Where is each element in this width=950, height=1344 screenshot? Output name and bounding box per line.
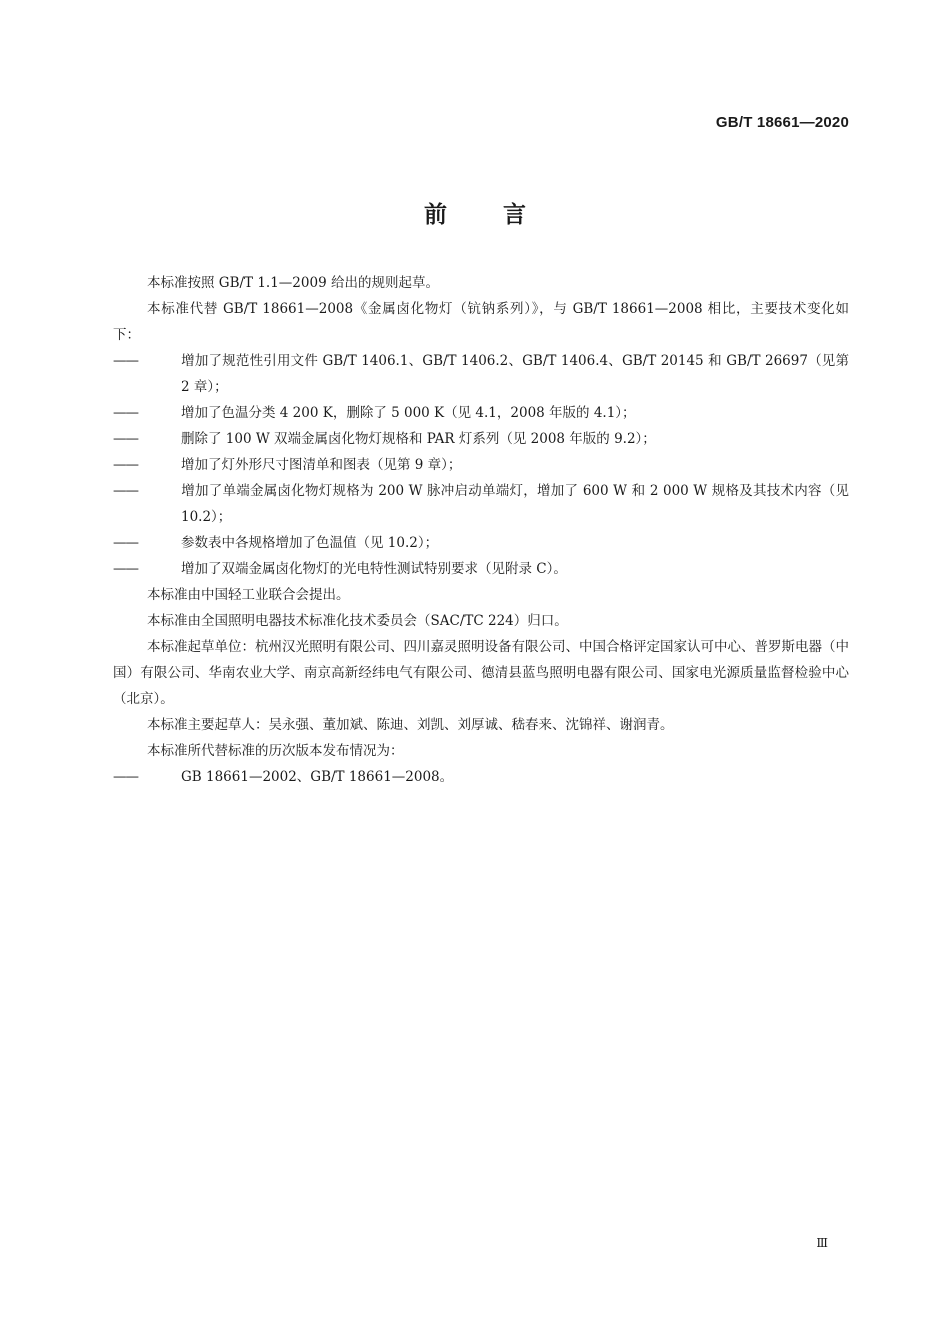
dash-mark: —— (113, 431, 138, 447)
list-item (113, 426, 849, 452)
list-item-text: 增加了规范性引用文件 GB/T 1406.1、GB/T 1406.2、GB/T 1406.4、GB/T 20145 和 GB/T 26697（见第 2 章）； (181, 353, 849, 395)
list-item (113, 556, 849, 582)
list-item (113, 452, 849, 478)
dash-mark: —— (113, 483, 138, 499)
list-item-text: GB 18661—2002、GB/T 18661—2008。 (181, 769, 454, 785)
list-item-text: 删除了 100 W 双端金属卤化物灯规格和 PAR 灯系列（见 2008 年版的 9.2）； (181, 431, 656, 447)
list-item-text: 增加了灯外形尺寸图清单和图表（见第 9 章）； (181, 457, 462, 473)
list-item (113, 478, 849, 530)
paragraph-drafting-units: 本标准起草单位：杭州汉光照明有限公司、四川嘉灵照明设备有限公司、中国合格评定国家认可中心、普罗斯电器（中国）有限公司、华南农业大学、南京高新经纬电气有限公司、德清县蓝鸟照明电器有限公司、国家电光源质量监督检验中心（北京）。 (113, 639, 849, 707)
dash-mark: —— (113, 405, 138, 421)
page-number: Ⅲ (816, 1236, 828, 1250)
title-char-2: 言 (503, 202, 526, 228)
changes-list (113, 348, 849, 582)
title-char-1: 前 (424, 202, 447, 228)
dash-mark: —— (113, 457, 138, 473)
list-item (113, 764, 849, 790)
dash-mark: —— (113, 535, 138, 551)
paragraph-proposer: 本标准由中国轻工业联合会提出。 (147, 587, 350, 603)
list-item-text: 增加了色温分类 4 200 K，删除了 5 000 K（见 4.1，2008 年版的 4.1）； (181, 405, 636, 421)
dash-mark: —— (113, 769, 138, 785)
paragraph-drafters: 本标准主要起草人：吴永强、董加斌、陈迪、刘凯、刘厚诚、嵇春来、沈锦祥、谢润青。 (147, 717, 674, 733)
history-list (113, 764, 849, 790)
list-item-text: 参数表中各规格增加了色温值（见 10.2）； (181, 535, 439, 551)
list-item-text: 增加了双端金属卤化物灯的光电特性测试特别要求（见附录 C）。 (181, 561, 567, 577)
list-item (113, 400, 849, 426)
paragraph-drafting-rules: 本标准按照 GB/T 1.1—2009 给出的规则起草。 (147, 275, 439, 291)
list-item (113, 348, 849, 400)
list-item (113, 530, 849, 556)
standard-code: GB/T 18661—2020 (715, 114, 849, 131)
dash-mark: —— (113, 353, 138, 369)
dash-mark: —— (113, 561, 138, 577)
paragraph-committee: 本标准由全国照明电器技术标准化技术委员会（SAC/TC 224）归口。 (147, 613, 568, 629)
foreword-body (113, 270, 849, 790)
list-item-text: 增加了单端金属卤化物灯规格为 200 W 脉冲启动单端灯，增加了 600 W 和 2 000 W 规格及其技术内容（见 10.2）； (181, 483, 849, 525)
paragraph-replaces: 本标准代替 GB/T 18661—2008《金属卤化物灯（钪钠系列）》，与 GB/T 18661—2008 相比，主要技术变化如下： (113, 301, 849, 343)
page-title (0, 196, 950, 229)
paragraph-history-intro: 本标准所代替标准的历次版本发布情况为： (147, 743, 404, 759)
